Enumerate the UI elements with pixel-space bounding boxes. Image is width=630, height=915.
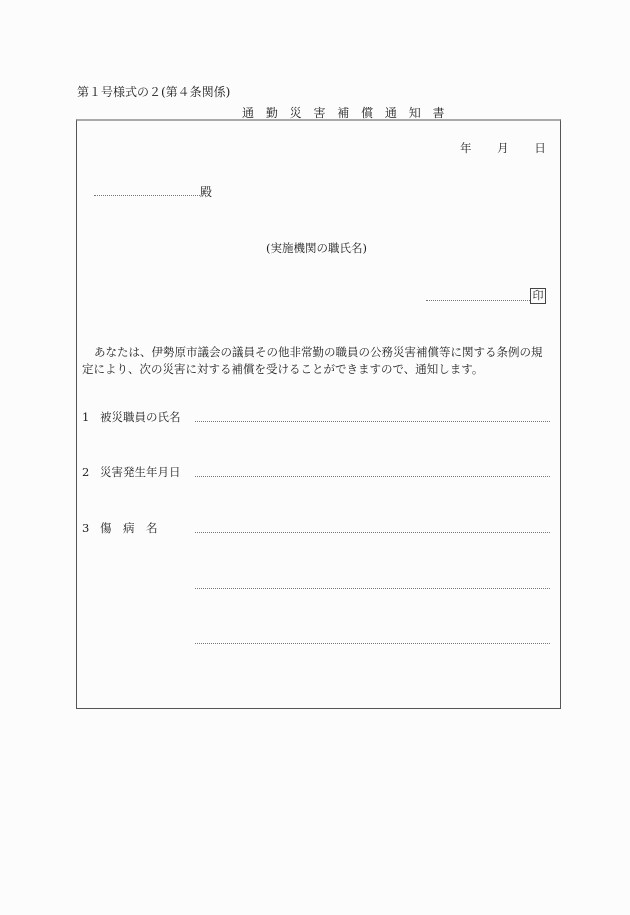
issuer-label: (実施機関の職氏名) <box>266 241 367 255</box>
form-reference: 第１号様式の２(第４条関係) <box>77 85 231 99</box>
item-victim-name <box>82 409 181 425</box>
injury-name-field-2[interactable] <box>195 588 550 589</box>
item-number: 2 <box>82 465 90 479</box>
seal-icon: 印 <box>530 288 546 304</box>
day-label: 日 <box>534 141 546 155</box>
addressee-name-field[interactable] <box>94 195 200 196</box>
item-accident-date <box>82 464 181 480</box>
year-label: 年 <box>460 141 472 155</box>
injury-name-field-1[interactable] <box>195 532 550 533</box>
item-number: 3 <box>82 521 90 535</box>
victim-name-field[interactable] <box>195 421 550 422</box>
item-injury-name <box>82 520 158 536</box>
item-label: 災害発生年月日 <box>100 465 181 479</box>
issuer-name-field[interactable] <box>426 300 530 301</box>
addressee-honorific: 殿 <box>200 185 213 199</box>
accident-date-field[interactable] <box>195 476 550 477</box>
item-label: 被災職員の氏名 <box>100 410 181 424</box>
date-fields <box>460 140 546 156</box>
document-title: 通 勤 災 害 補 償 通 知 書 <box>242 106 449 120</box>
notice-body-text: あなたは、伊勢原市議会の議員その他非常勤の職員の公務災害補償等に関する条例の規定により、次の災害に対する補償を受けることができますので、通知します。 <box>82 345 543 376</box>
item-label: 傷 病 名 <box>100 521 158 535</box>
month-label: 月 <box>497 141 509 155</box>
injury-name-field-3[interactable] <box>195 643 550 644</box>
item-number: 1 <box>82 410 90 424</box>
